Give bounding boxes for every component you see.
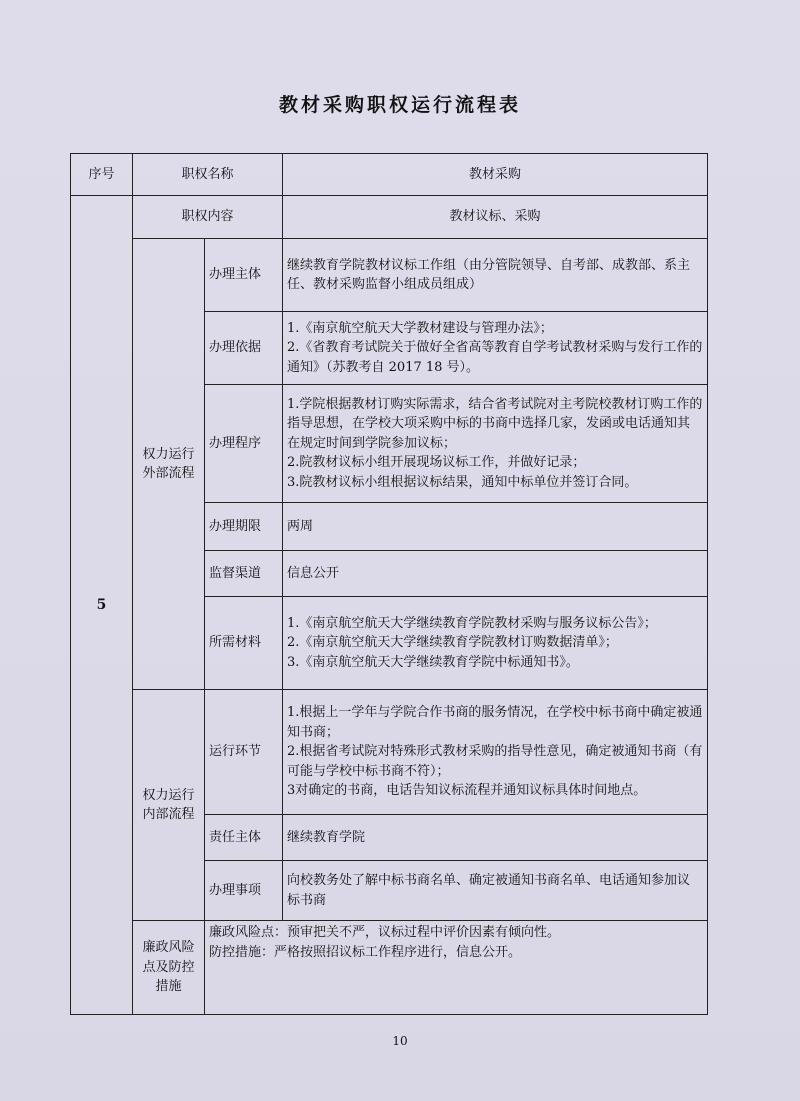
content-value: 教材议标、采购 [283,196,708,239]
row-label: 办理主体 [205,239,283,312]
row-label: 监督渠道 [205,551,283,597]
row-label: 所需材料 [205,597,283,690]
row-label: 运行环节 [205,690,283,815]
row-content: 1.根据上一学年与学院合作书商的服务情况，在学校中标书商中确定被通知书商； 2.根据省考试院对特殊形式教材采购的指导性意见，确定被通知书商（有可能与学校中标书商不符）； 3对确定的书商，电话告知议标流程并通知议标具体时间地点。 [283,690,708,815]
external-process-label: 权力运行外部流程 [133,239,205,690]
row-label: 办理期限 [205,503,283,551]
page-number: 10 [392,1034,408,1048]
row-content: 1.《南京航空航天大学教材建设与管理办法》； 2.《省教育考试院关于做好全省高等教育自学考试教材采购与发行工作的通知》（苏教考自 2017 18 号）。 [283,312,708,385]
row-content: 向校教务处了解中标书商名单、确定被通知书商名单、电话通知参加议标书商 [283,861,708,921]
row-label: 办理依据 [205,312,283,385]
content-row [71,196,708,239]
process-table [70,153,708,1015]
row-content: 继续教育学院 [283,815,708,861]
row-content: 两周 [283,503,708,551]
header-row [71,154,708,196]
row-content: 信息公开 [283,551,708,597]
risk-row [71,921,708,1015]
row-content: 继续教育学院教材议标工作组（由分管院领导、自考部、成教部、系主任、教材采购监督小组成员组成） [283,239,708,312]
row-content: 1.《南京航空航天大学继续教育学院教材采购与服务议标公告》； 2.《南京航空航天大学继续教育学院教材订购数据清单》； 3.《南京航空航天大学继续教育学院中标通知书》。 [283,597,708,690]
row-content: 1.学院根据教材订购实际需求，结合省考试院对主考院校教材订购工作的指导思想，在学校大项采购中标的书商中选择几家，发函或电话通知其在规定时间到学院参加议标； 2.院教材议标小组开展现场议标工作，并做好记录； 3.院教材议标小组根据议标结果，通知中标单位并签订合同。 [283,385,708,503]
row-label: 办理事项 [205,861,283,921]
row-label: 责任主体 [205,815,283,861]
content-label: 职权内容 [133,196,283,239]
risk-label: 廉政风险点及防控措施 [133,921,205,1015]
risk-content: 廉政风险点：预审把关不严，议标过程中评价因素有倾向性。 防控措施：严格按照招议标工作程序进行，信息公开。 [205,921,708,1015]
page-title: 教材采购职权运行流程表 [278,94,521,116]
col-name-header: 职权名称 [133,154,283,196]
internal-process-label: 权力运行内部流程 [133,690,205,921]
row-number: 5 [71,196,133,1015]
col-no-header: 序号 [71,154,133,196]
authority-name: 教材采购 [283,154,708,196]
table-row [71,690,708,815]
table-row [71,239,708,312]
row-label: 办理程序 [205,385,283,503]
